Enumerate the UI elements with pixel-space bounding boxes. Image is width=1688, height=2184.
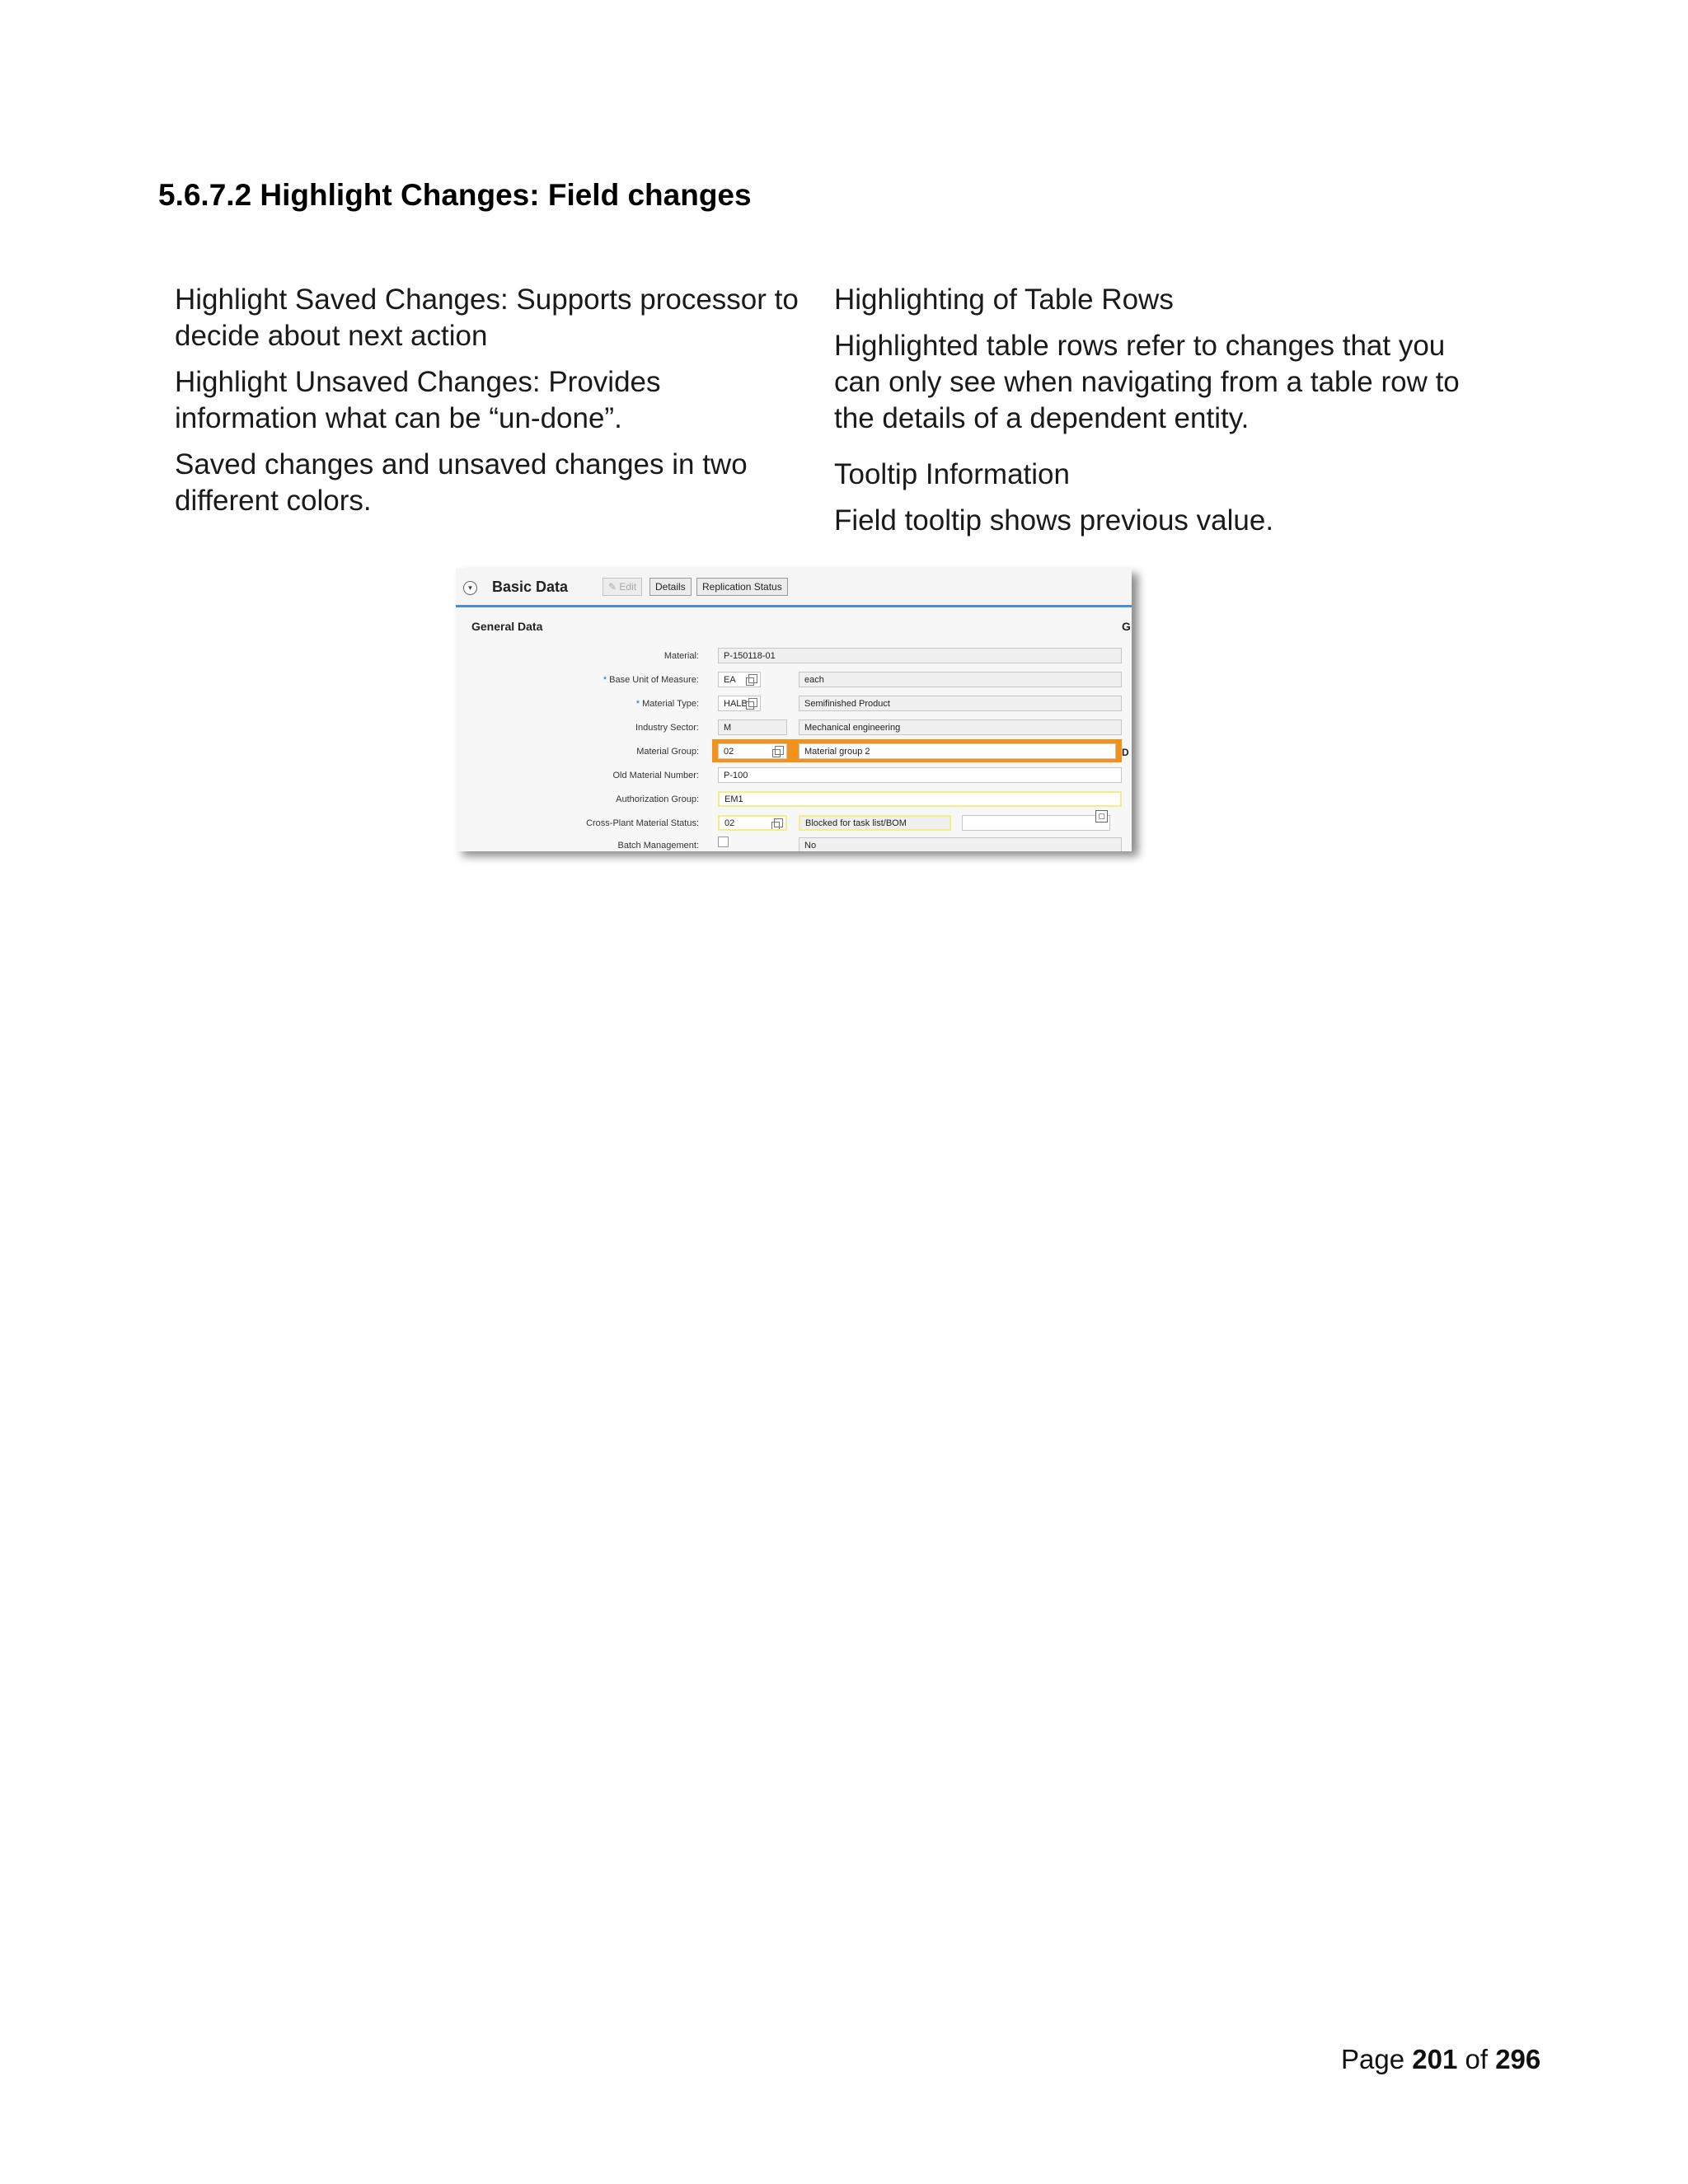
industry-sector-text: Mechanical engineering	[799, 719, 1122, 735]
old-material-field[interactable]: P-100	[718, 767, 1122, 783]
section-heading: 5.6.7.2 Highlight Changes: Field changes	[158, 178, 752, 212]
unsaved-changes-text: Highlight Unsaved Changes: Provides information what can be “un-done”.	[175, 366, 661, 434]
industry-sector-label: Industry Sector:	[635, 723, 699, 733]
industry-sector-field[interactable]: M	[718, 719, 787, 735]
panel-header	[456, 569, 1132, 607]
total-pages: 296	[1495, 2044, 1541, 2074]
base-uom-label: * Base Unit of Measure:	[603, 675, 699, 685]
value-help-icon[interactable]	[748, 698, 757, 707]
footer-prefix: Page	[1341, 2044, 1405, 2074]
material-group-field[interactable]: 02	[718, 743, 787, 759]
value-help-icon[interactable]	[748, 674, 757, 683]
batch-checkbox[interactable]	[718, 837, 729, 847]
cut-off-label: D	[1122, 747, 1129, 758]
right-column	[834, 282, 1493, 549]
colors-text: Saved changes and unsaved changes in two different colors.	[175, 448, 748, 517]
panel-title: Basic Data	[492, 579, 569, 595]
cross-plant-text: Blocked for task list/BOM	[799, 815, 951, 831]
base-uom-field[interactable]: EA	[718, 672, 761, 687]
page-footer	[1341, 2044, 1540, 2075]
batch-text: No	[799, 837, 1122, 851]
left-column	[175, 282, 801, 529]
collapse-icon[interactable]: ▾	[463, 581, 477, 595]
material-type-field[interactable]: HALB	[718, 696, 761, 711]
material-group-label: Material Group:	[636, 747, 699, 757]
replication-status-button[interactable]: Replication Status	[696, 578, 788, 596]
footer-of: of	[1465, 2044, 1489, 2074]
edit-label: Edit	[619, 581, 637, 593]
material-field[interactable]: P-150118-01	[718, 648, 1122, 663]
auth-group-label: Authorization Group:	[616, 794, 699, 804]
value-help-icon[interactable]	[774, 818, 783, 827]
basic-data-screenshot	[456, 569, 1132, 851]
date-field[interactable]	[962, 815, 1110, 831]
edit-button[interactable]: ✎ Edit	[603, 578, 642, 596]
old-material-label: Old Material Number:	[612, 771, 699, 780]
value-help-icon[interactable]	[775, 746, 784, 755]
auth-group-field[interactable]: EM1	[718, 791, 1122, 807]
tooltip-title: Tooltip Information	[834, 458, 1070, 490]
current-page: 201	[1412, 2044, 1458, 2074]
cut-off-section-title: G	[1122, 620, 1131, 633]
calendar-icon[interactable]: ▢	[1095, 810, 1108, 823]
material-group-text: Material group 2	[799, 743, 1116, 759]
cross-plant-field[interactable]: 02	[718, 815, 787, 831]
base-uom-text: each	[799, 672, 1122, 687]
tooltip-text: Field tooltip shows previous value.	[834, 504, 1274, 537]
details-button[interactable]: Details	[649, 578, 692, 596]
table-rows-title: Highlighting of Table Rows	[834, 284, 1174, 316]
material-label: Material:	[663, 651, 699, 661]
material-type-label: * Material Type:	[635, 699, 699, 709]
material-type-text: Semifinished Product	[799, 696, 1122, 711]
cross-plant-label: Cross-Plant Material Status:	[586, 818, 699, 828]
general-data-title: General Data	[471, 620, 543, 633]
table-rows-text: Highlighted table rows refer to changes that you can only see when navigating from a table row to the details of a dependent entity.	[834, 330, 1460, 434]
saved-changes-text: Highlight Saved Changes: Supports processor to decide about next action	[175, 284, 799, 352]
batch-label: Batch Management:	[617, 841, 699, 851]
